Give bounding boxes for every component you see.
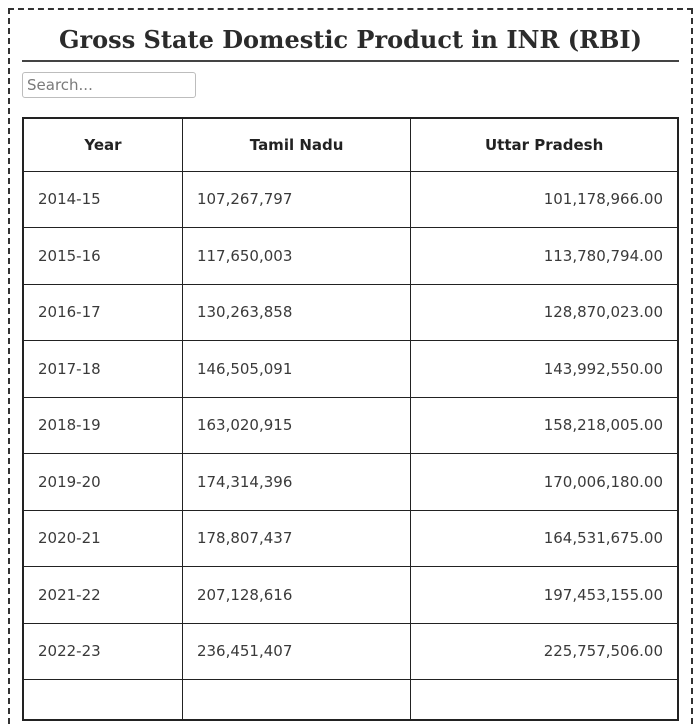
cell-tamil-nadu: 174,314,396 bbox=[182, 454, 410, 511]
cell-year: 2022-23 bbox=[23, 623, 182, 680]
cell-tamil-nadu: 178,807,437 bbox=[182, 510, 410, 567]
table-row bbox=[23, 510, 678, 567]
table-header bbox=[23, 118, 678, 171]
data-table bbox=[22, 117, 679, 721]
cell-tamil-nadu: 130,263,858 bbox=[182, 284, 410, 341]
search-input[interactable] bbox=[22, 72, 196, 98]
cell-uttar-pradesh: 197,453,155.00 bbox=[411, 567, 678, 624]
table-row-empty bbox=[23, 680, 678, 720]
page-frame bbox=[8, 8, 693, 724]
cell-tamil-nadu: 117,650,003 bbox=[182, 228, 410, 285]
cell-year: 2017-18 bbox=[23, 341, 182, 398]
cell-uttar-pradesh: 128,870,023.00 bbox=[411, 284, 678, 341]
cell-uttar-pradesh: 113,780,794.00 bbox=[411, 228, 678, 285]
table-row bbox=[23, 567, 678, 624]
cell-tamil-nadu: 163,020,915 bbox=[182, 397, 410, 454]
table-row bbox=[23, 171, 678, 228]
cell-year: 2016-17 bbox=[23, 284, 182, 341]
cell-tamil-nadu: 207,128,616 bbox=[182, 567, 410, 624]
cell-uttar-pradesh: 164,531,675.00 bbox=[411, 510, 678, 567]
cell-uttar-pradesh: 158,218,005.00 bbox=[411, 397, 678, 454]
cell-year: 2019-20 bbox=[23, 454, 182, 511]
page-title: Gross State Domestic Product in INR (RBI) bbox=[22, 18, 679, 62]
column-header-uttar-pradesh[interactable]: Uttar Pradesh bbox=[411, 118, 678, 171]
cell-empty bbox=[411, 680, 678, 720]
cell-year: 2015-16 bbox=[23, 228, 182, 285]
cell-year: 2020-21 bbox=[23, 510, 182, 567]
cell-empty bbox=[23, 680, 182, 720]
cell-uttar-pradesh: 170,006,180.00 bbox=[411, 454, 678, 511]
table-row bbox=[23, 228, 678, 285]
table-row bbox=[23, 454, 678, 511]
header-row bbox=[23, 118, 678, 171]
cell-tamil-nadu: 236,451,407 bbox=[182, 623, 410, 680]
column-header-year[interactable]: Year bbox=[23, 118, 182, 171]
cell-year: 2021-22 bbox=[23, 567, 182, 624]
table-row bbox=[23, 623, 678, 680]
cell-year: 2018-19 bbox=[23, 397, 182, 454]
table-row bbox=[23, 284, 678, 341]
table-row bbox=[23, 341, 678, 398]
table-row bbox=[23, 397, 678, 454]
cell-uttar-pradesh: 225,757,506.00 bbox=[411, 623, 678, 680]
cell-uttar-pradesh: 101,178,966.00 bbox=[411, 171, 678, 228]
cell-tamil-nadu: 107,267,797 bbox=[182, 171, 410, 228]
table-body bbox=[23, 171, 678, 720]
column-header-tamil-nadu[interactable]: Tamil Nadu bbox=[182, 118, 410, 171]
cell-empty bbox=[182, 680, 410, 720]
cell-year: 2014-15 bbox=[23, 171, 182, 228]
cell-uttar-pradesh: 143,992,550.00 bbox=[411, 341, 678, 398]
cell-tamil-nadu: 146,505,091 bbox=[182, 341, 410, 398]
